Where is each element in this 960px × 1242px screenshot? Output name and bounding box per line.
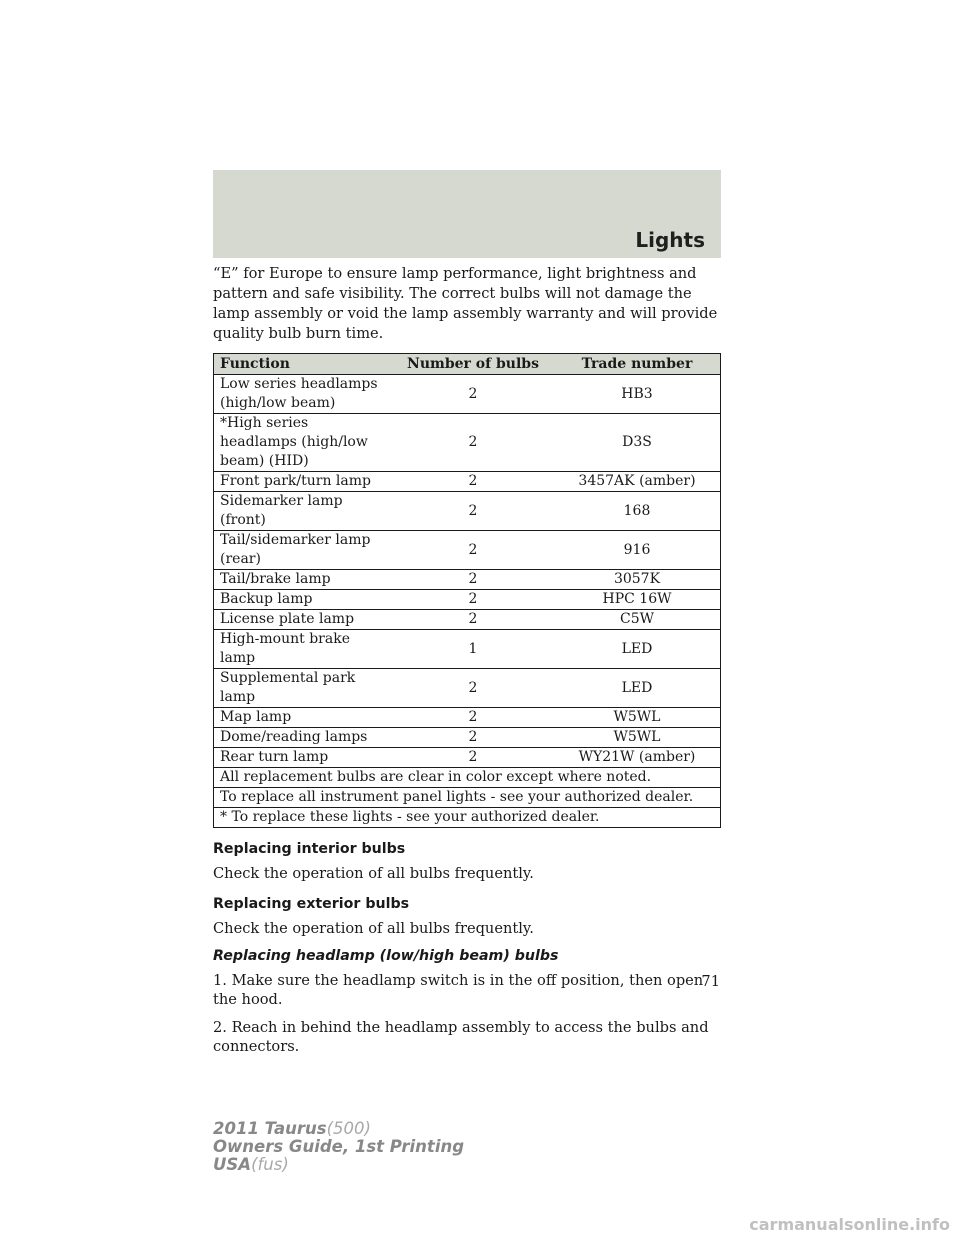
table-note-row — [214, 768, 721, 788]
cell-count: 2 — [392, 590, 554, 610]
section-title: Lights — [635, 228, 705, 252]
exterior-bulbs-text: Check the operation of all bulbs frequently. — [213, 920, 534, 937]
table-row — [214, 570, 721, 590]
step-1: 1. Make sure the headlamp switch is in the off position, then open the hood. — [213, 972, 704, 1008]
cell-count: 2 — [392, 531, 554, 570]
headlamp-bulbs-heading: Replacing headlamp (low/high beam) bulbs — [213, 948, 559, 964]
table-note: To replace all instrument panel lights - see your authorized dealer. — [214, 788, 721, 808]
cell-trade: 3457AK (amber) — [554, 472, 721, 492]
cell-count: 2 — [392, 492, 554, 531]
cell-function: Low series headlamps (high/low beam) — [214, 375, 393, 414]
cell-count: 2 — [392, 375, 554, 414]
cell-trade: LED — [554, 669, 721, 708]
step-2: 2. Reach in behind the headlamp assembly to access the bulbs and connectors. — [213, 1019, 709, 1055]
cell-trade: HPC 16W — [554, 590, 721, 610]
cell-trade: 168 — [554, 492, 721, 531]
cell-count: 2 — [392, 748, 554, 768]
table-note: * To replace these lights - see your authorized dealer. — [214, 808, 721, 828]
cell-function: Tail/brake lamp — [214, 570, 393, 590]
cell-trade: LED — [554, 630, 721, 669]
print-footer — [213, 1120, 464, 1174]
table-note: All replacement bulbs are clear in color except where noted. — [214, 768, 721, 788]
table-row — [214, 375, 721, 414]
cell-trade: W5WL — [554, 728, 721, 748]
cell-function: Backup lamp — [214, 590, 393, 610]
cell-trade: 916 — [554, 531, 721, 570]
page-number: 71 — [701, 973, 720, 990]
table-row — [214, 492, 721, 531]
table-row — [214, 414, 721, 472]
cell-function: Supplemental park lamp — [214, 669, 393, 708]
footer-model-code: (500) — [326, 1119, 371, 1138]
table-row — [214, 630, 721, 669]
cell-trade: W5WL — [554, 708, 721, 728]
cell-function: Sidemarker lamp (front) — [214, 492, 393, 531]
column-header-trade-number: Trade number — [554, 354, 721, 375]
cell-function: Map lamp — [214, 708, 393, 728]
table-row — [214, 590, 721, 610]
page-content — [213, 264, 721, 1065]
table-note-row — [214, 808, 721, 828]
footer-region-code: (fus) — [251, 1155, 289, 1174]
cell-count: 2 — [392, 472, 554, 492]
table-row — [214, 610, 721, 630]
footer-line-2: Owners Guide, 1st Printing — [213, 1137, 465, 1156]
cell-count: 2 — [392, 728, 554, 748]
cell-trade: WY21W (amber) — [554, 748, 721, 768]
intro-paragraph: “E” for Europe to ensure lamp performance, light brightness and pattern and safe visibility. The correct bulbs will not damage the lamp assembly or void the lamp assembly warranty and will provide quality bulb burn time. — [213, 265, 718, 342]
table-header-row — [214, 354, 721, 375]
cell-count: 2 — [392, 669, 554, 708]
column-header-number-of-bulbs: Number of bulbs — [392, 354, 554, 375]
cell-function: License plate lamp — [214, 610, 393, 630]
bulb-table — [213, 353, 721, 828]
table-row — [214, 708, 721, 728]
column-header-function: Function — [214, 354, 393, 375]
cell-count: 2 — [392, 414, 554, 472]
footer-line-3 — [213, 1156, 464, 1174]
cell-count: 1 — [392, 630, 554, 669]
footer-region: USA — [213, 1155, 252, 1174]
cell-function: High-mount brake lamp — [214, 630, 393, 669]
section-header-band — [213, 170, 721, 258]
cell-trade: C5W — [554, 610, 721, 630]
exterior-bulbs-heading: Replacing exterior bulbs — [213, 896, 410, 912]
cell-count: 2 — [392, 610, 554, 630]
table-row — [214, 669, 721, 708]
cell-trade: D3S — [554, 414, 721, 472]
footer-line-1 — [213, 1120, 464, 1138]
table-row — [214, 472, 721, 492]
table-note-row — [214, 788, 721, 808]
cell-count: 2 — [392, 708, 554, 728]
table-row — [214, 748, 721, 768]
cell-trade: 3057K — [554, 570, 721, 590]
cell-function: Rear turn lamp — [214, 748, 393, 768]
cell-function: Dome/reading lamps — [214, 728, 393, 748]
cell-function: *High series headlamps (high/low beam) (HID) — [214, 414, 393, 472]
table-row — [214, 531, 721, 570]
cell-function: Front park/turn lamp — [214, 472, 393, 492]
footer-model: 2011 Taurus — [213, 1119, 327, 1138]
interior-bulbs-text: Check the operation of all bulbs frequently. — [213, 865, 534, 882]
cell-function: Tail/sidemarker lamp (rear) — [214, 531, 393, 570]
cell-count: 2 — [392, 570, 554, 590]
cell-trade: HB3 — [554, 375, 721, 414]
interior-bulbs-heading: Replacing interior bulbs — [213, 841, 406, 857]
site-watermark: carmanualsonline.info — [749, 1215, 950, 1234]
table-row — [214, 728, 721, 748]
